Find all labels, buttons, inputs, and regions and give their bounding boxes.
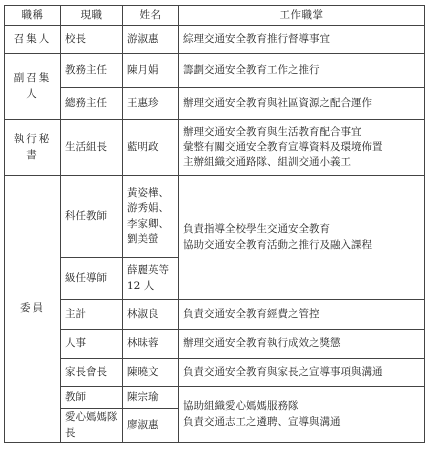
post-cell: 主計 <box>61 300 123 330</box>
duty-cell: 負責交通安全教育與家長之宣導事項與溝通 <box>179 359 425 387</box>
name-line: 黃姿樺、 <box>127 187 169 200</box>
duty-line: 主辦組織交通路隊、組訓交通小義工 <box>183 156 351 169</box>
header-post: 現職 <box>61 6 123 26</box>
table-row <box>5 26 425 54</box>
post-cell: 人事 <box>61 330 123 359</box>
table-row <box>5 88 425 120</box>
table-row <box>5 120 425 176</box>
name-cell <box>123 258 179 300</box>
header-role: 職稱 <box>5 6 61 26</box>
name-line: 12 人 <box>127 279 155 292</box>
name-cell <box>123 176 179 258</box>
name-line: 游秀娟、 <box>127 202 169 215</box>
name-line: 薛麗英等 <box>127 264 169 277</box>
name-cell: 藍明政 <box>123 120 179 176</box>
table-header-row <box>5 6 425 26</box>
header-name: 姓名 <box>123 6 179 26</box>
role-cell-members: 委員 <box>5 176 61 443</box>
post-cell: 校長 <box>61 26 123 54</box>
table-row <box>5 54 425 88</box>
table-row <box>5 330 425 359</box>
name-cell: 林淑良 <box>123 300 179 330</box>
name-cell: 林昧蓉 <box>123 330 179 359</box>
duty-line: 負責交通志工之遴聘、宣導與溝通 <box>183 415 341 428</box>
name-line: 李家卿、 <box>127 217 169 230</box>
name-cell: 王惠珍 <box>123 88 179 120</box>
role-cell-convener: 召集人 <box>5 26 61 54</box>
duty-line: 協助交通安全教育活動之推行及融入課程 <box>183 238 372 251</box>
name-cell: 廖淑惠 <box>123 409 179 443</box>
post-cell: 教師 <box>61 387 123 409</box>
table-row <box>5 176 425 258</box>
duty-cell <box>179 176 425 300</box>
post-cell: 總務主任 <box>61 88 123 120</box>
duty-cell: 負責交通安全教育經費之管控 <box>179 300 425 330</box>
post-cell: 教務主任 <box>61 54 123 88</box>
post-cell: 愛心媽媽隊長 <box>61 409 123 443</box>
table-row <box>5 359 425 387</box>
duty-cell: 辦理交通安全教育與社區資源之配合運作 <box>179 88 425 120</box>
post-cell: 生活組長 <box>61 120 123 176</box>
duty-cell: 辦理交通安全教育執行成效之獎懲 <box>179 330 425 359</box>
post-cell: 級任導師 <box>61 258 123 300</box>
name-cell: 陳曉文 <box>123 359 179 387</box>
table-row <box>5 300 425 330</box>
duty-line: 協助組織愛心媽媽服務隊 <box>183 400 299 413</box>
duty-line: 彙整有關交通安全教育宣導資料及環境佈置 <box>183 140 383 153</box>
name-cell: 陳月娟 <box>123 54 179 88</box>
name-cell: 陳宗瑜 <box>123 387 179 409</box>
header-duty: 工作職掌 <box>179 6 425 26</box>
post-cell: 家長會長 <box>61 359 123 387</box>
post-cell: 科任教師 <box>61 176 123 258</box>
duty-line: 辦理交通安全教育與生活教育配合事宜 <box>183 125 362 138</box>
table-row <box>5 387 425 409</box>
duty-cell <box>179 120 425 176</box>
duty-cell: 綜理交通安全教育推行督導事宜 <box>179 26 425 54</box>
name-cell: 游淑惠 <box>123 26 179 54</box>
committee-table <box>4 5 425 443</box>
name-line: 劉美螢 <box>127 232 159 245</box>
duty-line: 負責指導全校學生交通安全教育 <box>183 223 330 236</box>
duty-cell <box>179 387 425 443</box>
role-cell-deputy: 副召集人 <box>5 54 61 120</box>
role-cell-exec: 執行秘書 <box>5 120 61 176</box>
duty-cell: 籌劃交通安全教育工作之推行 <box>179 54 425 88</box>
